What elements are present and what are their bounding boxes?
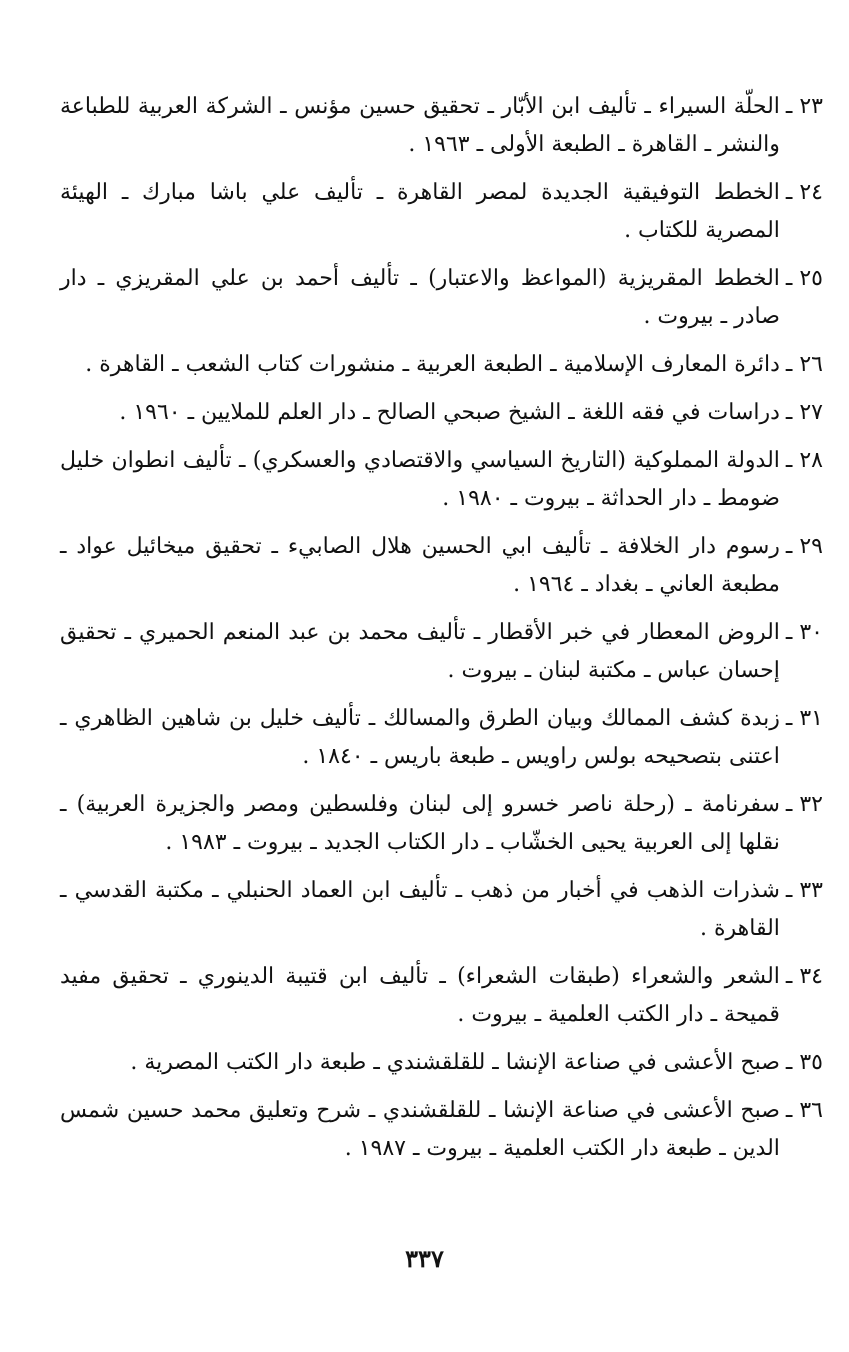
entry-text: رسوم دار الخلافة ـ تأليف ابي الحسين هلال الصابيء ـ تحقيق ميخائيل عواد ـ مطبعة العاني ـ بغداد ـ ١٩٦٤ .: [60, 534, 780, 597]
entry-text: زبدة كشف الممالك وبيان الطرق والمسالك ـ تأليف خليل بن شاهين الظاهري ـ اعتنى بتصحيحه بولس راويس ـ طبعة باريس ـ ١٨٤٠ .: [60, 706, 780, 769]
entry-text: الشعر والشعراء (طبقات الشعراء) ـ تأليف ابن قتيبة الدينوري ـ تحقيق مفيد قميحة ـ دار الكتب العلمية ـ بيروت .: [60, 964, 780, 1027]
page-number: ٣٣٧: [405, 1244, 444, 1273]
entry-text: الحلّة السيراء ـ تأليف ابن الأبّار ـ تحقيق حسين مؤنس ـ الشركة العربية للطباعة والنشر ـ القاهرة ـ الطبعة الأولى ـ ١٩٦٣ .: [60, 94, 780, 157]
entry-number: ٣٣ ـ: [785, 878, 823, 903]
entry-number: ٢٨ ـ: [785, 448, 823, 473]
bibliography-entry-27: [60, 394, 823, 432]
entry-number: ٣٦ ـ: [785, 1098, 823, 1123]
entry-text: دراسات في فقه اللغة ـ الشيخ صبحي الصالح ـ دار العلم للملايين ـ ١٩٦٠ .: [119, 400, 780, 425]
entry-number: ٢٣ ـ: [785, 94, 823, 119]
entry-text: صبح الأعشى في صناعة الإنشا ـ للقلقشندي ـ طبعة دار الكتب المصرية .: [130, 1050, 780, 1075]
entry-text: دائرة المعارف الإسلامية ـ الطبعة العربية ـ منشورات كتاب الشعب ـ القاهرة .: [85, 352, 780, 377]
bibliography-entry-35: [60, 1044, 823, 1082]
entry-text: شذرات الذهب في أخبار من ذهب ـ تأليف ابن العماد الحنبلي ـ مكتبة القدسي ـ القاهرة .: [60, 878, 780, 941]
entry-number: ٣٥ ـ: [785, 1050, 823, 1075]
bibliography-entry-36: [60, 1092, 823, 1168]
bibliography-entry-26: [60, 346, 823, 384]
entry-number: ٢٧ ـ: [785, 400, 823, 425]
entry-number: ٣١ ـ: [785, 706, 823, 731]
entry-number: ٣٤ ـ: [785, 964, 823, 989]
entry-text: صبح الأعشى في صناعة الإنشا ـ للقلقشندي ـ شرح وتعليق محمد حسين شمس الدين ـ طبعة دار الكتب العلمية ـ بيروت ـ ١٩٨٧ .: [60, 1098, 780, 1161]
entry-text: الخطط المقريزية (المواعظ والاعتبار) ـ تأليف أحمد بن علي المقريزي ـ دار صادر ـ بيروت .: [60, 266, 780, 329]
entry-number: ٢٥ ـ: [785, 266, 823, 291]
bibliography-entry-33: [60, 872, 823, 948]
entry-number: ٢٦ ـ: [785, 352, 823, 377]
bibliography-list: [60, 88, 823, 1178]
entry-number: ٢٤ ـ: [785, 180, 823, 205]
entry-text: الدولة المملوكية (التاريخ السياسي والاقتصادي والعسكري) ـ تأليف انطوان خليل ضومط ـ دار الحداثة ـ بيروت ـ ١٩٨٠ .: [60, 448, 780, 511]
bibliography-entry-29: [60, 528, 823, 604]
entry-number: ٢٩ ـ: [785, 534, 823, 559]
bibliography-entry-24: [60, 174, 823, 250]
bibliography-entry-34: [60, 958, 823, 1034]
bibliography-entry-32: [60, 786, 823, 862]
entry-text: الروض المعطار في خبر الأقطار ـ تأليف محمد بن عبد المنعم الحميري ـ تحقيق إحسان عباس ـ مكتبة لبنان ـ بيروت .: [60, 620, 780, 683]
entry-text: سفرنامة ـ (رحلة ناصر خسرو إلى لبنان وفلسطين ومصر والجزيرة العربية) ـ نقلها إلى العربية يحيى الخشّاب ـ دار الكتاب الجديد ـ بيروت ـ ١٩٨٣ .: [60, 792, 780, 855]
entry-number: ٣٠ ـ: [785, 620, 823, 645]
bibliography-entry-31: [60, 700, 823, 776]
bibliography-entry-23: [60, 88, 823, 164]
entry-number: ٣٢ ـ: [785, 792, 823, 817]
bibliography-entry-28: [60, 442, 823, 518]
bibliography-entry-25: [60, 260, 823, 336]
entry-text: الخطط التوفيقية الجديدة لمصر القاهرة ـ تأليف علي باشا مبارك ـ الهيئة المصرية للكتاب .: [60, 180, 780, 243]
bibliography-entry-30: [60, 614, 823, 690]
